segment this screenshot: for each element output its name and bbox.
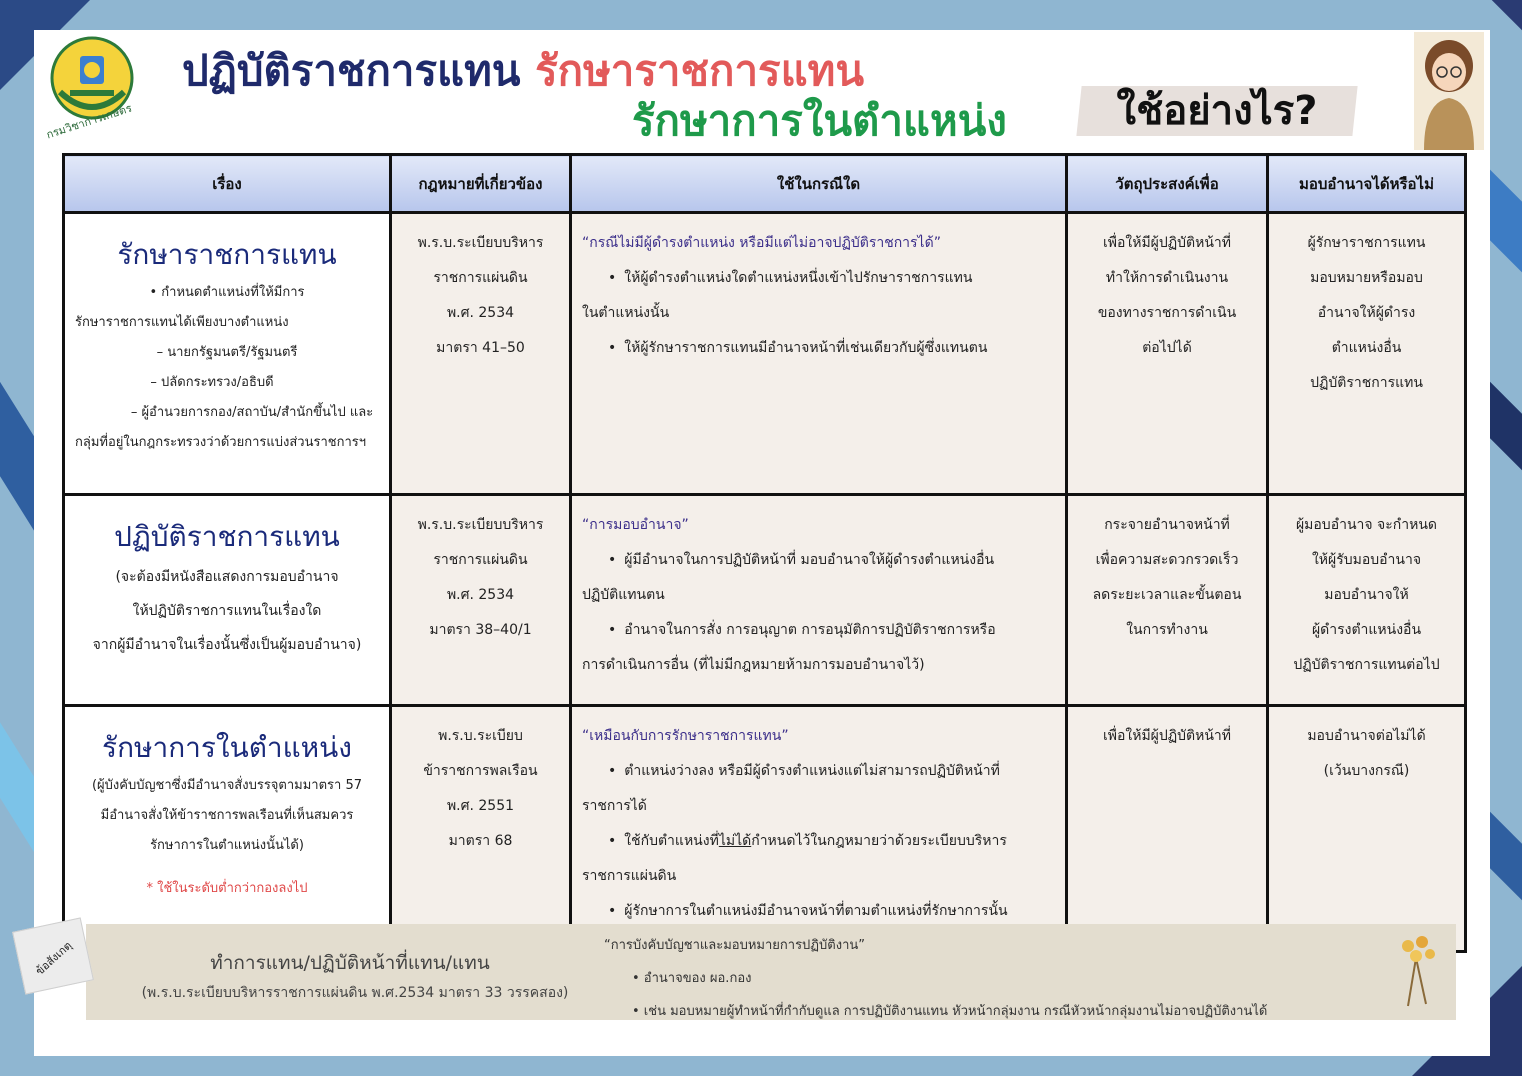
law-line: ราชการแผ่นดิน [433, 270, 528, 286]
row-desc-line: รักษาราชการแทนได้เพียงบางตำแหน่ง [75, 315, 289, 330]
column-header: เรื่อง [64, 155, 391, 213]
row-desc-line: ให้ปฏิบัติราชการแทนในเรื่องใด [132, 603, 322, 619]
topic-cell [64, 495, 391, 706]
law-line: ราชการแผ่นดิน [433, 552, 528, 568]
flower-icon [1386, 928, 1446, 1008]
case-quote: “เหมือนกับการรักษาราชการแทน” [582, 728, 789, 744]
delegate-cell [1268, 213, 1466, 495]
delegate-line: มอบหมายหรือมอบ [1310, 270, 1423, 286]
delegate-line: ปฏิบัติราชการแทนต่อไป [1293, 657, 1440, 673]
row-desc-line: – นายกรัฐมนตรี/รัฐมนตรี [156, 345, 298, 360]
purpose-line: ลดระยะเวลาและขั้นตอน [1092, 587, 1242, 603]
purpose-line: เพื่อให้มีผู้ปฏิบัติหน้าที่ [1102, 728, 1232, 744]
title-question: ใช้อย่างไร? [1116, 88, 1318, 134]
row-desc-line: – ผู้อำนวยการกอง/สถาบัน/สำนักขึ้นไป และ [130, 405, 374, 420]
title-question-box [1076, 86, 1357, 136]
row-desc-line: (ผู้บังคับบัญชาซึ่งมีอำนาจสั่งบรรจุตามมาตรา 57 [91, 778, 363, 793]
law-cell [391, 706, 571, 952]
case-item [582, 824, 1055, 859]
footer-bullet: • เช่น มอบหมายผู้ทำหน้าที่กำกับดูแล การปฏิบัติงานแทน หัวหน้ากลุ่มงาน กรณีหัวหน้ากลุ่มงานไม่อาจปฏิบัติงานได้ [632, 1004, 1268, 1019]
row-desc-line: – ปลัดกระทรวง/อธิบดี [150, 375, 274, 390]
column-header: กฎหมายที่เกี่ยวข้อง [391, 155, 571, 213]
delegate-line: (เว้นบางกรณี) [1323, 763, 1410, 779]
row-desc-line: มีอำนาจสั่งให้ข้าราชการพลเรือนที่เห็นสมควร [100, 808, 354, 823]
column-header: วัตถุประสงค์เพื่อ [1067, 155, 1268, 213]
purpose-line: ของทางราชการดำเนิน [1097, 305, 1237, 321]
law-line: ข้าราชการพลเรือน [423, 763, 538, 779]
delegate-line: ให้ผู้รับมอบอำนาจ [1311, 552, 1422, 568]
topic-cell [64, 706, 391, 952]
table-row [64, 213, 1466, 495]
warning-note: * ใช้ในระดับต่ำกว่ากองลงไป [146, 881, 308, 896]
case-item: • ผู้มีอำนาจในการปฏิบัติหน้าที่ มอบอำนาจให้ผู้ดำรงตำแหน่งอื่น [582, 543, 1055, 578]
law-cell [391, 495, 571, 706]
case-item-cont: ปฏิบัติแทนตน [582, 587, 665, 603]
title-part2: รักษาราชการแทน [535, 46, 865, 95]
case-item: • อำนาจในการสั่ง การอนุญาต การอนุมัติการปฏิบัติราชการหรือ [582, 613, 1055, 648]
case-quote: “การมอบอำนาจ” [582, 517, 689, 533]
law-line: พ.ร.บ.ระเบียบบริหาร [417, 235, 544, 251]
note-label: ข้อสังเกตุ [33, 938, 75, 978]
case-text: กำหนดไว้ในกฎหมายว่าด้วยระเบียบบริหาร [751, 833, 1007, 849]
purpose-line: กระจายอำนาจหน้าที่ [1104, 517, 1230, 533]
title-part1: ปฏิบัติราชการแทน [182, 46, 521, 95]
table-header-row [64, 155, 1466, 213]
case-item: • ผู้รักษาการในตำแหน่งมีอำนาจหน้าที่ตามตำแหน่งที่รักษาการนั้น [582, 894, 1055, 929]
law-line: พ.ร.บ.ระเบียบบริหาร [417, 517, 544, 533]
officer-avatar-icon [1414, 32, 1484, 150]
delegate-cell [1268, 495, 1466, 706]
footer-bullet: • อำนาจของ ผอ.กอง [632, 971, 752, 986]
case-item-cont: การดำเนินการอื่น (ที่ไม่มีกฎหมายห้ามการมอบอำนาจไว้) [582, 657, 925, 673]
delegate-line: ผู้รักษาราชการแทน [1307, 235, 1426, 251]
table-row [64, 495, 1466, 706]
case-item: • ให้ผู้ดำรงตำแหน่งใดตำแหน่งหนึ่งเข้าไปรักษาราชการแทน [582, 261, 1055, 296]
law-line: พ.ศ. 2534 [446, 305, 515, 321]
law-line: มาตรา 41–50 [436, 340, 525, 356]
delegate-line: มอบอำนาจต่อไม่ได้ [1307, 728, 1426, 744]
case-item-cont: ราชการได้ [582, 798, 647, 814]
infographic-card [34, 30, 1490, 1056]
purpose-line: เพื่อความสะดวกรวดเร็ว [1095, 552, 1239, 568]
law-line: พ.ศ. 2534 [446, 587, 515, 603]
delegate-line: อำนาจให้ผู้ดำรง [1317, 305, 1416, 321]
row-desc-line: จากผู้มีอำนาจในเรื่องนั้นซึ่งเป็นผู้มอบอำนาจ) [92, 637, 362, 653]
delegate-line: ผู้มอบอำนาจ จะกำหนด [1295, 517, 1438, 533]
title-line2: รักษาการในตำแหน่ง [632, 96, 1007, 145]
case-cell [571, 213, 1067, 495]
row-desc-line: รักษาการในตำแหน่งนั้นได้) [150, 838, 304, 853]
case-item-cont: ราชการแผ่นดิน [582, 868, 677, 884]
case-item: • ตำแหน่งว่างลง หรือมีผู้ดำรงตำแหน่งแต่ไม่สามารถปฏิบัติหน้าที่ [582, 754, 1055, 789]
case-item-cont: ในตำแหน่งนั้น [582, 305, 670, 321]
purpose-line: ในการทำงาน [1126, 622, 1208, 638]
column-header: ใช้ในกรณีใด [571, 155, 1067, 213]
row-title: รักษาการในตำแหน่ง [102, 731, 352, 764]
row-desc-line: (จะต้องมีหนังสือแสดงการมอบอำนาจ [115, 569, 339, 585]
row-title: ปฏิบัติราชการแทน [114, 520, 340, 553]
law-cell [391, 213, 571, 495]
case-quote: “กรณีไม่มีผู้ดำรงตำแหน่ง หรือมีแต่ไม่อาจปฏิบัติราชการได้” [582, 235, 941, 251]
row-title: รักษาราชการแทน [117, 238, 337, 271]
purpose-line: ต่อไปได้ [1142, 340, 1192, 356]
row-desc-line: กลุ่มที่อยู่ในกฎกระทรวงว่าด้วยการแบ่งส่วนราชการฯ [75, 435, 367, 450]
delegate-line: ตำแหน่งอื่น [1331, 340, 1402, 356]
purpose-cell [1067, 706, 1268, 952]
column-header: มอบอำนาจได้หรือไม่ [1268, 155, 1466, 213]
delegate-cell [1268, 706, 1466, 952]
footer-subtitle: (พ.ร.บ.ระเบียบบริหารราชการแผ่นดิน พ.ศ.2534 มาตรา 33 วรรคสอง) [141, 985, 569, 1001]
delegate-line: ผู้ดำรงตำแหน่งอื่น [1311, 622, 1422, 638]
law-line: พ.ศ. 2551 [446, 798, 515, 814]
case-cell [571, 495, 1067, 706]
delegate-line: ปฏิบัติราชการแทน [1310, 375, 1423, 391]
case-text: ใช้กับตำแหน่งที่ [624, 833, 719, 849]
topic-cell [64, 213, 391, 495]
footer-quote: “การบังคับบัญชาและมอบหมายการปฏิบัติงาน” [604, 938, 865, 953]
law-line: มาตรา 38–40/1 [429, 622, 532, 638]
purpose-line: เพื่อให้มีผู้ปฏิบัติหน้าที่ [1102, 235, 1232, 251]
purpose-cell [1067, 495, 1268, 706]
table-row [64, 706, 1466, 952]
case-cell [571, 706, 1067, 952]
law-line: มาตรา 68 [448, 833, 513, 849]
comparison-table [62, 153, 1467, 953]
footer-title: ทำการแทน/ปฏิบัติหน้าที่แทน/แทน [210, 952, 490, 974]
case-emphasis: ไม่ได้ [718, 833, 752, 849]
delegate-line: มอบอำนาจให้ [1324, 587, 1409, 603]
logo-text: กรมวิชาการเกษตร [44, 101, 134, 142]
row-desc-line: • กำหนดตำแหน่งที่ให้มีการ [149, 285, 305, 300]
law-line: พ.ร.บ.ระเบียบ [438, 728, 523, 744]
purpose-line: ทำให้การดำเนินงาน [1105, 270, 1229, 286]
case-item: • ให้ผู้รักษาราชการแทนมีอำนาจหน้าที่เช่นเดียวกับผู้ซึ่งแทนตน [582, 331, 1055, 366]
purpose-cell [1067, 213, 1268, 495]
